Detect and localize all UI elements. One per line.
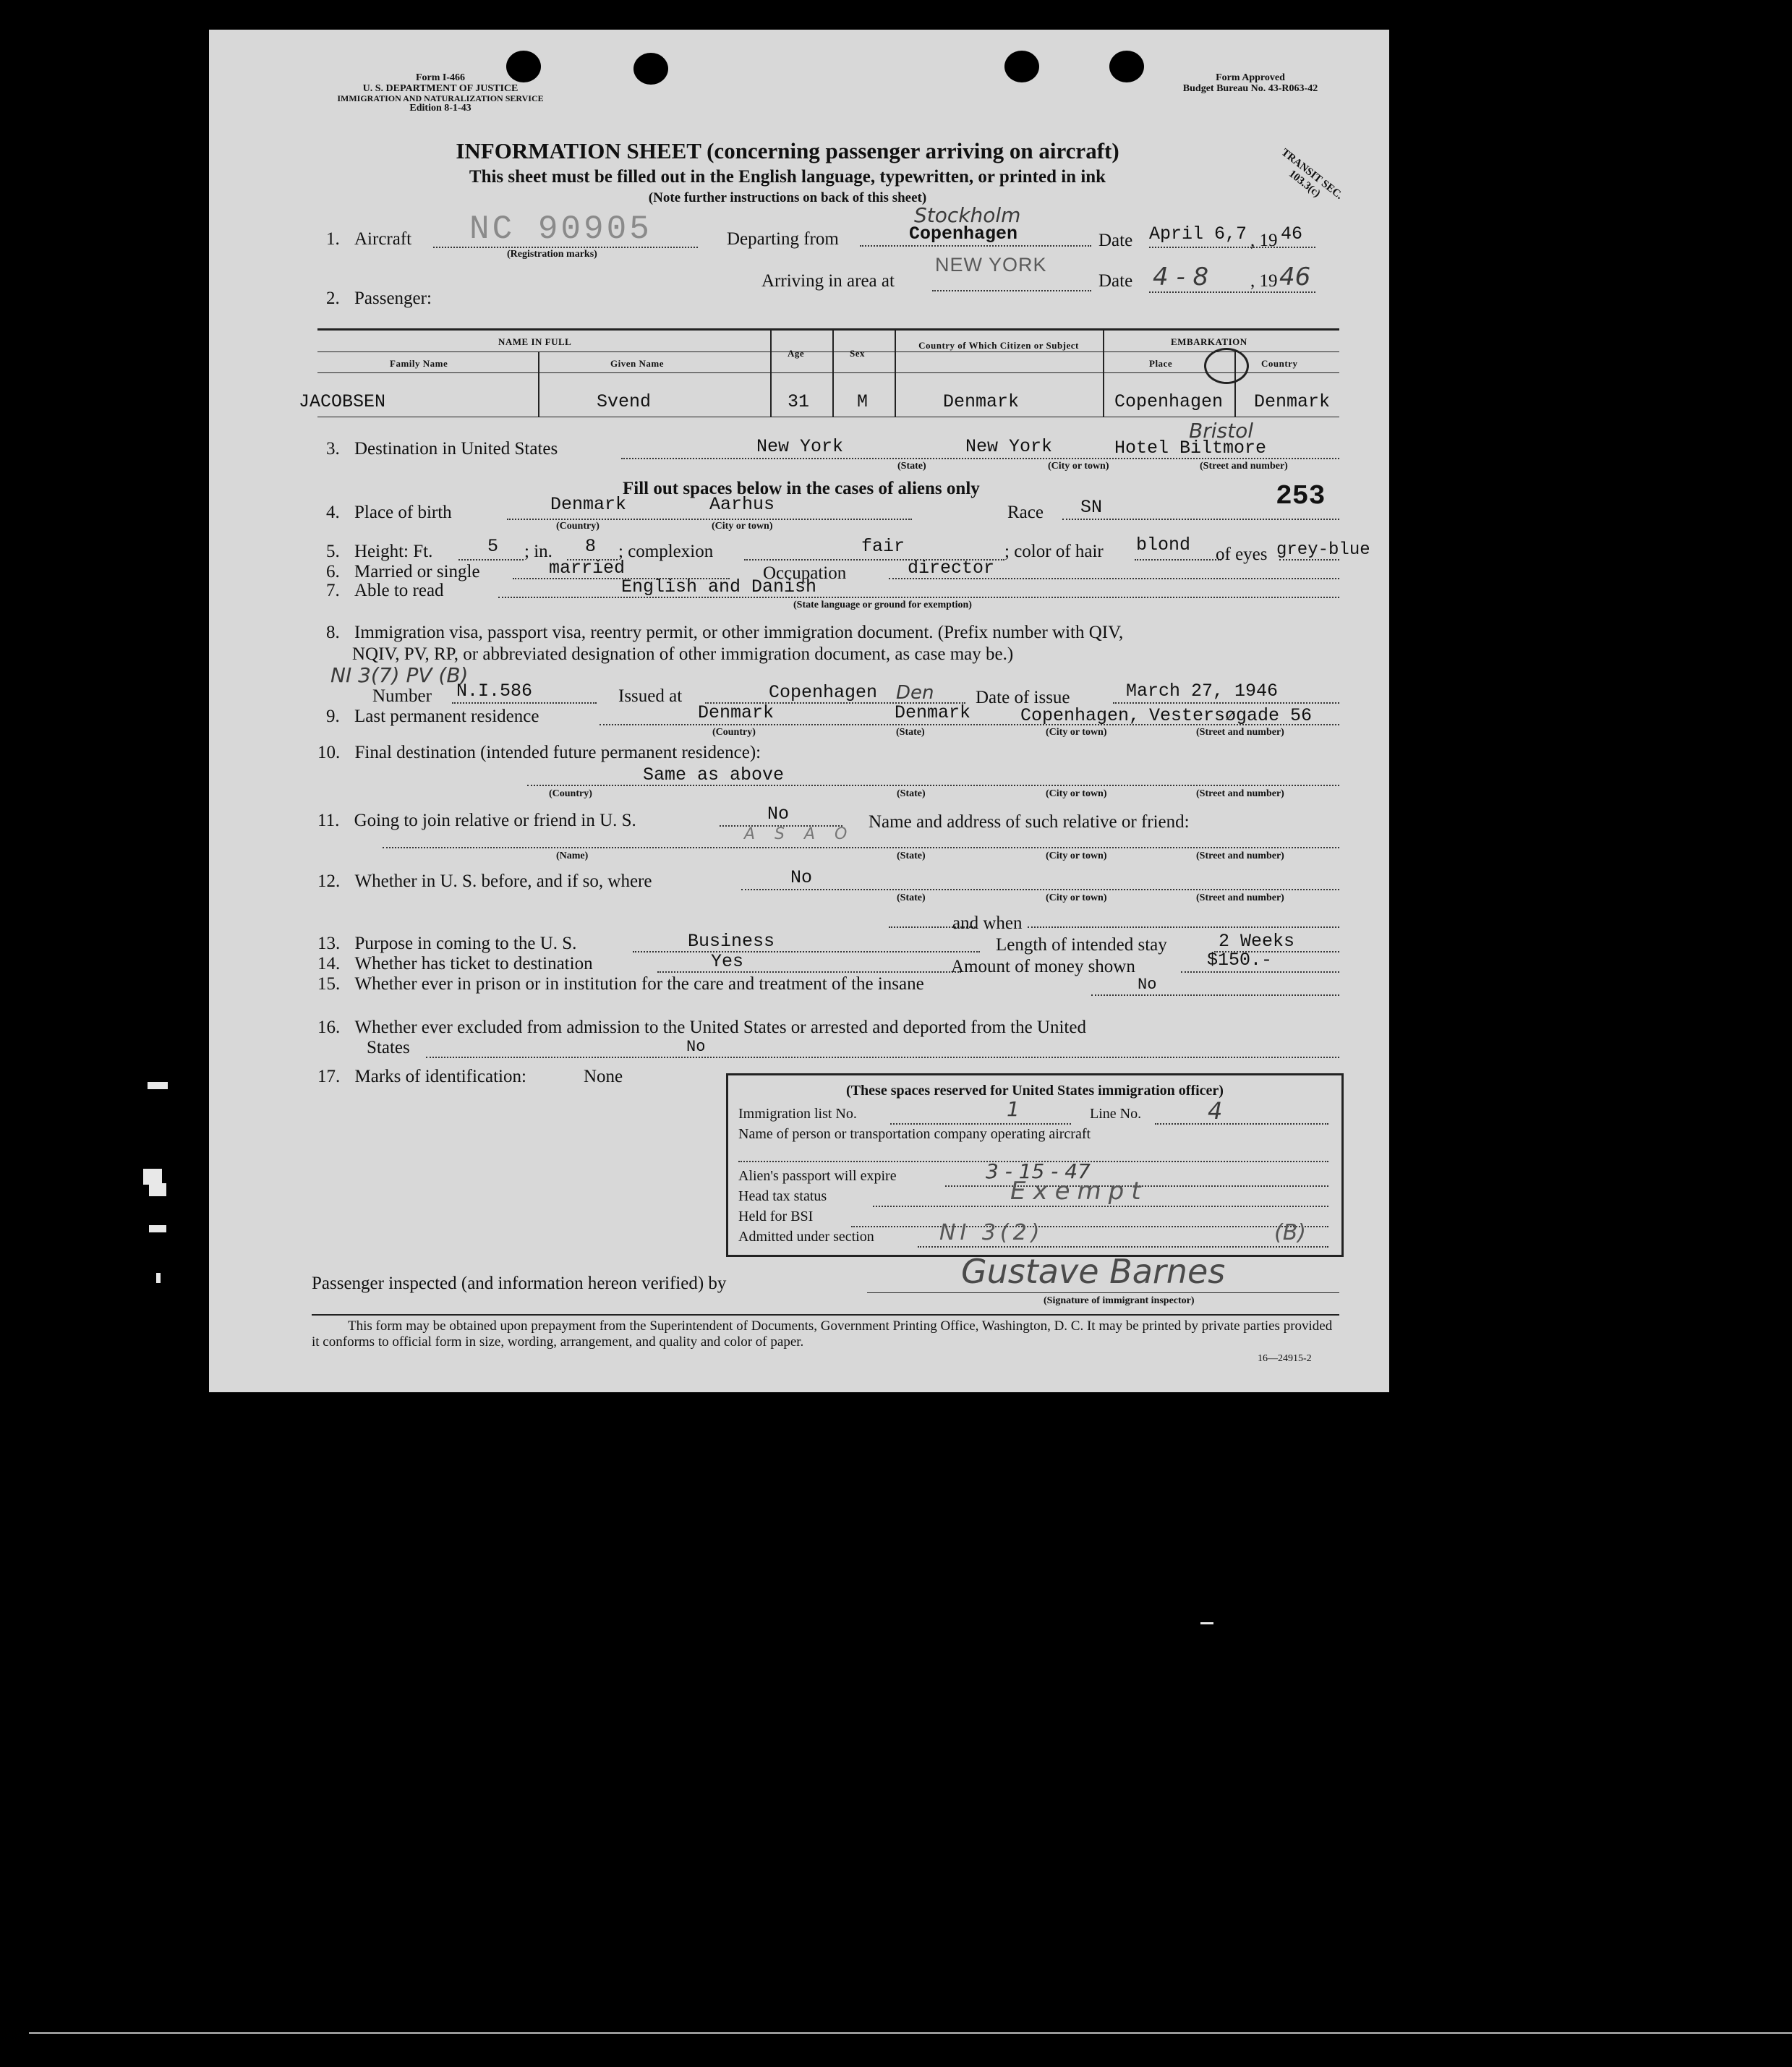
relative-value: No — [767, 804, 790, 824]
caption-state: (State) — [897, 892, 926, 903]
height-label: Height: Ft. — [354, 542, 433, 561]
money-label: Amount of money shown — [951, 957, 1135, 976]
arriving-stamp: NEW YORK — [935, 254, 1047, 276]
race-code: 253 — [1276, 481, 1326, 512]
relative-label: Going to join relative or friend in U. S. — [354, 811, 636, 830]
footer-text: This form may be obtained upon prepayment from the Superintendent of Documents, Government Printing Office, Washington, D. C. It may be printed by private parties provided it conforms to official form in size, wording, arrangement, and quality and color of paper. — [312, 1318, 1333, 1350]
read-caption: (State language or ground for exemption) — [793, 600, 972, 610]
item-number: 8. — [326, 623, 340, 642]
destination-city: New York — [965, 436, 1053, 457]
held-bsi-label: Held for BSI — [738, 1209, 814, 1224]
emb-country-header: Country — [1261, 358, 1298, 369]
scan-line — [29, 2032, 1792, 2034]
occupation-label: Occupation — [763, 563, 847, 583]
form-number: Form I-466 — [415, 72, 466, 83]
scan-artifact — [1200, 1622, 1213, 1624]
residence-street: Vestersøgade 56 — [1149, 705, 1313, 726]
stay-label: Length of intended stay — [996, 935, 1167, 955]
caption-street: (Street and number) — [1196, 727, 1284, 738]
admitted-label: Admitted under section — [738, 1229, 874, 1245]
race-label: Race — [1007, 503, 1044, 522]
year-prefix: , 19 — [1250, 231, 1278, 250]
excluded-label-line1: Whether ever excluded from admission to the United States or arrested and deported from the United — [354, 1018, 1086, 1037]
issued-handwritten: Den — [896, 682, 934, 704]
age-header: Age — [788, 348, 805, 359]
prison-label: Whether ever in prison or in institution for the care and treatment of the insane — [354, 974, 924, 994]
item-number: 3. — [326, 439, 340, 459]
residence-state: Denmark — [895, 702, 971, 723]
line-number-value: 4 — [1208, 1097, 1223, 1125]
line-number-label: Line No. — [1090, 1106, 1142, 1122]
footer-code: 16—24915-2 — [1258, 1353, 1312, 1364]
edition-date: Edition 8-1-43 — [409, 102, 472, 114]
item-number: 1. — [326, 229, 340, 249]
form-title: INFORMATION SHEET (concerning passenger arriving on aircraft) — [456, 138, 1119, 163]
officer-box — [726, 1073, 1344, 1257]
family-name-header: Family Name — [390, 358, 448, 369]
purpose-value: Business — [688, 931, 775, 952]
punch-hole — [1109, 51, 1144, 82]
citizen-value: Denmark — [943, 391, 1020, 412]
before-label: Whether in U. S. before, and if so, where — [354, 871, 652, 891]
caption-street: (Street and number) — [1196, 851, 1284, 861]
caption-city: (City or town) — [1046, 788, 1107, 799]
visa-number-label: Number — [372, 686, 432, 706]
registration-caption: (Registration marks) — [507, 249, 597, 260]
destination-label: Destination in United States — [354, 439, 558, 459]
caption-name: (Name) — [556, 851, 589, 861]
inspection-label: Passenger inspected (and information hereon verified) by — [312, 1274, 727, 1293]
occupation-value: director — [908, 558, 995, 579]
budget-number: Budget Bureau No. 43-R063-42 — [1182, 82, 1318, 94]
form-approved: Form Approved — [1216, 72, 1285, 83]
date-label: Date — [1098, 231, 1133, 250]
height-feet: 5 — [487, 536, 499, 557]
item-number: 9. — [326, 707, 340, 726]
departing-value: Copenhagen — [909, 223, 1018, 244]
citizenship-header: Country of Which Citizen or Subject — [918, 340, 1079, 351]
service-name: IMMIGRATION AND NATURALIZATION SERVICE — [337, 93, 544, 104]
scan-artifact — [149, 1183, 166, 1196]
caption-city: (City or town) — [1048, 461, 1109, 472]
read-value: English and Danish — [621, 576, 817, 597]
residence-city: Copenhagen, — [1020, 705, 1140, 726]
married-label: Married or single — [354, 562, 480, 581]
visa-number: N.I.586 — [456, 681, 533, 702]
caption-country: (Country) — [712, 727, 756, 738]
destination-state: New York — [756, 436, 844, 457]
place-header: Place — [1149, 358, 1173, 369]
before-value: No — [790, 867, 813, 888]
birth-label: Place of birth — [354, 503, 452, 522]
item-number: 11. — [317, 811, 340, 830]
money-value: $150.- — [1207, 950, 1273, 971]
excluded-value: No — [686, 1038, 706, 1056]
destination-street: Hotel Biltmore — [1114, 438, 1267, 459]
when-label: and when — [952, 913, 1023, 933]
transit-stamp: TRANSIT SEC. 103.3(c) — [1279, 146, 1345, 202]
race-value: SN — [1080, 497, 1103, 518]
final-destination-value: Same as above — [643, 764, 785, 785]
circle-mark — [1204, 348, 1249, 384]
inches-label: ; in. — [524, 542, 552, 561]
form-subtitle: This sheet must be filled out in the English language, typewritten, or printed in ink — [469, 167, 1106, 187]
operator-label: Name of person or transportation company operating aircraft — [738, 1126, 1091, 1142]
final-destination-label: Final destination (intended future permanent residence): — [354, 743, 761, 762]
complexion-label: ; complexion — [618, 542, 714, 561]
aircraft-label: Aircraft — [354, 229, 412, 249]
date-label: Date — [1098, 271, 1133, 291]
caption-city: (City or town) — [1046, 851, 1107, 861]
destination-handwritten: Bristol — [1189, 419, 1253, 443]
ticket-value: Yes — [711, 951, 744, 972]
birth-city: Aarhus — [709, 494, 775, 515]
eyes-value: grey-blue — [1276, 540, 1370, 560]
given-name-header: Given Name — [610, 358, 664, 369]
form-sheet — [209, 30, 1389, 1392]
aliens-note: Fill out spaces below in the cases of aliens only — [623, 479, 980, 498]
caption-city: (City or town) — [712, 521, 773, 532]
issued-label: Issued at — [618, 686, 683, 706]
sex-value: M — [857, 391, 869, 412]
scan-artifact — [156, 1273, 161, 1283]
visa-text-line2: NQIV, PV, RP, or abbreviated designation of other immigration document, as case may be.) — [352, 644, 1014, 664]
item-number: 13. — [317, 934, 341, 953]
name-in-full-header: NAME IN FULL — [498, 336, 572, 347]
head-tax-value: Exempt — [1010, 1177, 1148, 1206]
passport-expire-label: Alien's passport will expire — [738, 1168, 897, 1184]
birth-country: Denmark — [550, 494, 627, 515]
inspector-signature: Gustave Barnes — [961, 1252, 1226, 1291]
form-header-left — [310, 73, 571, 114]
admitted-value-b: (B) — [1274, 1220, 1306, 1245]
item-number: 7. — [326, 581, 340, 600]
caption-country: (Country) — [549, 788, 592, 799]
departing-label: Departing from — [727, 229, 839, 249]
hair-label: ; color of hair — [1004, 542, 1104, 561]
relative-handwritten: A S A O — [744, 825, 855, 843]
ticket-label: Whether has ticket to destination — [354, 954, 593, 973]
stay-value: 2 Weeks — [1219, 931, 1295, 952]
aircraft-registration: NC 90905 — [469, 210, 652, 248]
departure-year: 46 — [1281, 223, 1303, 244]
emb-country-value: Denmark — [1254, 391, 1331, 412]
item-number: 12. — [317, 871, 341, 891]
visa-text-line1: Immigration visa, passport visa, reentry permit, or other immigration document. (Prefix number with QIV, — [354, 623, 1124, 642]
departure-date: April 6,7 — [1149, 223, 1247, 244]
married-value: married — [549, 558, 626, 579]
emb-place-value: Copenhagen — [1114, 391, 1224, 412]
caption-city: (City or town) — [1046, 727, 1107, 738]
arrival-year: 46 — [1279, 263, 1311, 291]
purpose-label: Purpose in coming to the U. S. — [354, 934, 577, 953]
excluded-label-line2: States — [367, 1038, 410, 1057]
arrival-date: 4 - 8 — [1153, 263, 1209, 291]
embarkation-header: EMBARKATION — [1171, 336, 1247, 347]
caption-street: (Street and number) — [1196, 892, 1284, 903]
issue-date: March 27, 1946 — [1126, 681, 1279, 702]
immigration-list-value: 1 — [1007, 1097, 1020, 1121]
relative-name-label: Name and address of such relative or friend: — [869, 812, 1190, 832]
eyes-label: of eyes — [1216, 545, 1268, 564]
caption-state: (State) — [897, 788, 926, 799]
item-number: 14. — [317, 954, 341, 973]
immigration-list-label: Immigration list No. — [738, 1106, 857, 1122]
read-label: Able to read — [354, 581, 444, 600]
passenger-label: Passenger: — [354, 289, 432, 308]
caption-country: (Country) — [556, 521, 600, 532]
caption-street: (Street and number) — [1200, 461, 1288, 472]
passport-expire-value: 3 - 15 - 47 — [986, 1159, 1091, 1183]
complexion-value: fair — [861, 536, 905, 557]
signature-caption: (Signature of immigrant inspector) — [1044, 1295, 1195, 1306]
family-name-value: JACOBSEN — [299, 391, 386, 412]
item-number: 5. — [326, 542, 340, 561]
given-name-value: Svend — [597, 391, 652, 412]
punch-hole — [633, 53, 668, 85]
form-note: (Note further instructions on back of this sheet) — [648, 190, 927, 205]
item-number: 10. — [317, 743, 341, 762]
officer-box-title: (These spaces reserved for United States immigration officer) — [846, 1083, 1224, 1099]
item-number: 17. — [317, 1067, 341, 1086]
age-value: 31 — [788, 391, 810, 412]
issue-date-label: Date of issue — [976, 688, 1070, 707]
sex-header: Sex — [850, 348, 865, 359]
scan-artifact — [148, 1082, 168, 1089]
visa-handwritten: NI 3(7) PV (B) — [330, 663, 469, 687]
item-number: 2. — [326, 289, 340, 308]
hair-value: blond — [1136, 534, 1191, 555]
departing-handwritten: Stockholm — [914, 203, 1021, 227]
admitted-value: NI 3(2) — [939, 1220, 1044, 1245]
punch-hole — [1004, 51, 1039, 82]
residence-country: Denmark — [698, 702, 775, 723]
marks-value: None — [584, 1067, 623, 1086]
caption-street: (Street and number) — [1196, 788, 1284, 799]
item-number: 4. — [326, 503, 340, 522]
caption-city: (City or town) — [1046, 892, 1107, 903]
item-number: 15. — [317, 974, 341, 994]
caption-state: (State) — [897, 851, 926, 861]
caption-state: (State) — [897, 461, 926, 472]
prison-value: No — [1138, 976, 1157, 994]
marks-label: Marks of identification: — [354, 1067, 526, 1086]
caption-state: (State) — [896, 727, 925, 738]
head-tax-label: Head tax status — [738, 1188, 827, 1204]
issued-value: Copenhagen — [769, 682, 878, 703]
year-prefix: , 19 — [1250, 271, 1278, 291]
arriving-label: Arriving in area at — [761, 271, 895, 291]
scan-artifact — [143, 1169, 162, 1185]
residence-label: Last permanent residence — [354, 707, 539, 726]
scan-artifact — [149, 1225, 166, 1232]
item-number: 6. — [326, 562, 340, 581]
item-number: 16. — [317, 1018, 341, 1037]
department-name: U. S. DEPARTMENT OF JUSTICE — [362, 82, 519, 94]
form-header-right — [1149, 73, 1352, 94]
height-inches: 8 — [585, 536, 597, 557]
